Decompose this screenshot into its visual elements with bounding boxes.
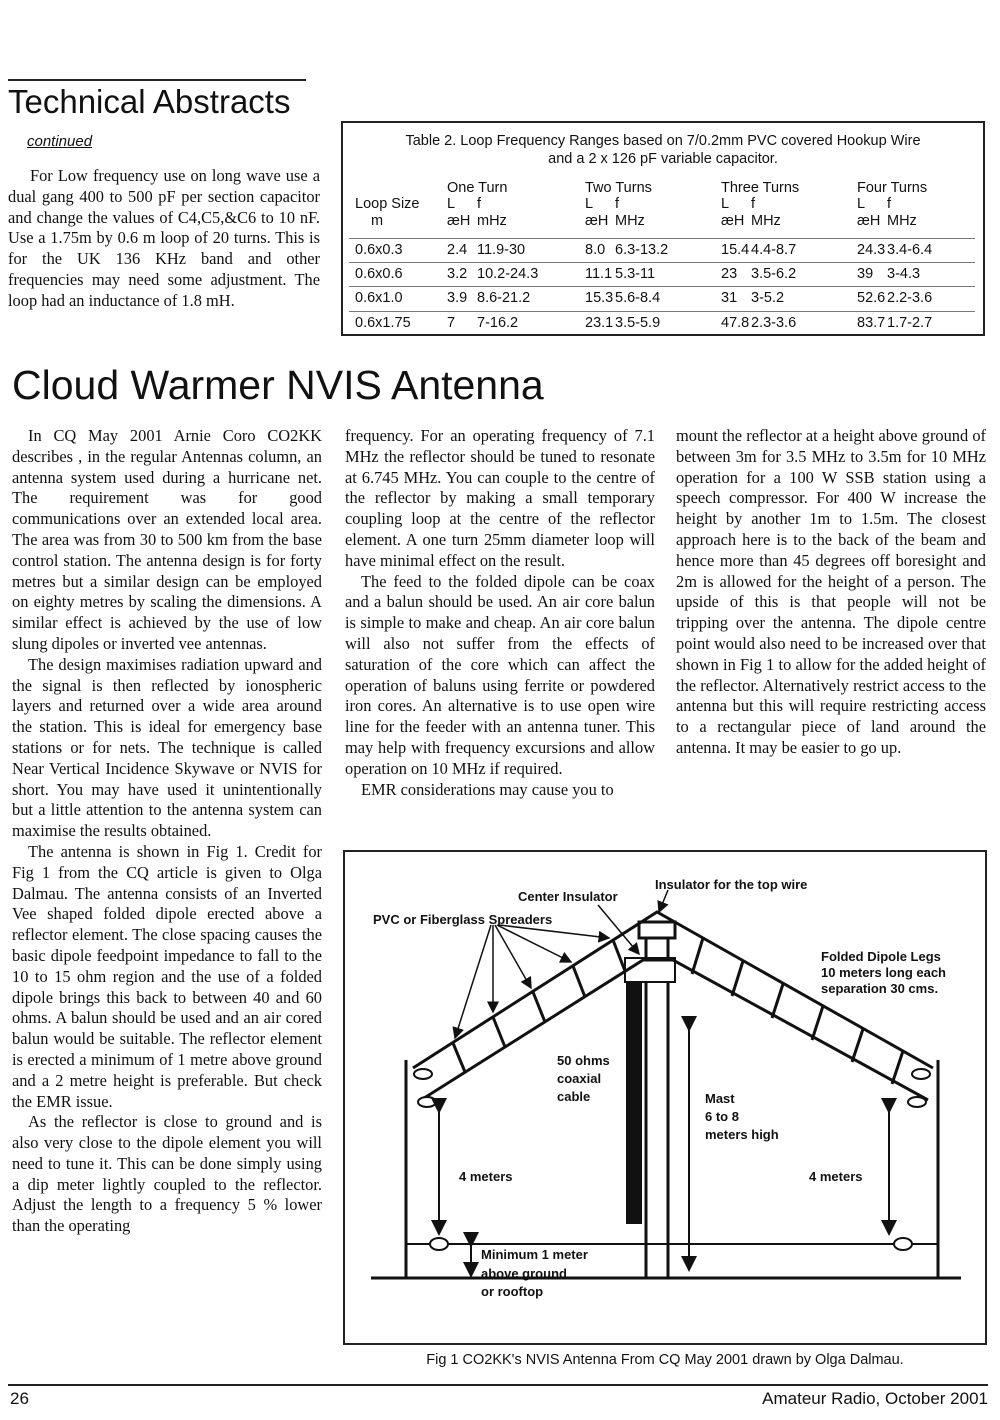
group-header: One Turn bbox=[447, 180, 508, 196]
table-cell-frequency: 3-5.2 bbox=[751, 290, 785, 306]
f-header: f bbox=[751, 196, 756, 212]
table-row-rule bbox=[349, 238, 975, 239]
table-cell-frequency: 3.5-5.9 bbox=[615, 315, 661, 331]
label-spreaders: PVC or Fiberglass Spreaders bbox=[373, 912, 553, 927]
abstract-text: For Low frequency use on long wave use a dual gang 400 to 500 pF per section capacitor and change the values of C4,C5,&C6 to 10 nF. Use a 1.75m by 0.6 m loop of 20 turns. This is for the UK 136 KHz band and other frequencies may need some adjustment. The loop had an inductance of 1.8 mH. bbox=[8, 166, 320, 310]
section-title: Technical Abstracts bbox=[8, 83, 291, 120]
continued-label: continued bbox=[27, 133, 93, 150]
table-cell-frequency: 6.3-13.2 bbox=[615, 242, 669, 258]
table-cell-inductance: 3.2 bbox=[447, 266, 468, 282]
label-mast-3: meters high bbox=[705, 1127, 779, 1142]
table-caption bbox=[343, 132, 983, 168]
label-left-height: 4 meters bbox=[459, 1169, 513, 1184]
label-legs-1: Folded Dipole Legs bbox=[821, 949, 941, 964]
label-legs-2: 10 meters long each bbox=[821, 965, 946, 980]
article-paragraph: The antenna is shown in Fig 1. Credit for Fig 1 from the CQ article is given to Olga Dalmau. The antenna consists of an Inverted Vee shaped folded dipole erected above a reflector element. The close spacing causes the basic dipole feedpoint impedance to fall to the 10 to 15 ohm region and the use of a folded dipole brings this back to between 40 and 60 ohms. A balun should be used and an air cored balun would be suitable. The reflector element is erected a minimum of 1 metre above ground and a 2 metre height is preferable. But check the EMR issue. bbox=[12, 841, 322, 1111]
table-cell-inductance: 24.3 bbox=[857, 242, 886, 258]
section-top-rule bbox=[8, 79, 306, 81]
table-row-rule bbox=[349, 262, 975, 263]
article-paragraph: frequency. For an operating frequency of 7.1 MHz the reflector should be tuned to resonate at 6.745 MHz. You can couple to the centre of the reflector by making a small temporary coupling loop at the centre of the reflector element. A one turn 25mm diameter loop will have minimal effect on the result. bbox=[345, 426, 655, 570]
table-row-size: 0.6x0.3 bbox=[355, 242, 403, 258]
table-cell-frequency: 11.9-30 bbox=[477, 242, 526, 258]
table-cell-inductance: 7 bbox=[447, 315, 456, 331]
label-min-3: or rooftop bbox=[481, 1284, 544, 1299]
table-cell-frequency: 8.6-21.2 bbox=[477, 290, 531, 306]
article-paragraph: In CQ May 2001 Arnie Coro CO2KK describes , in the regular Antennas column, an antenna system used during a hurricane net. The requirement was for good communications over an extended local area. The area was from 30 to 500 km from the base control station. The antenna design is for forty metres but a similar design can be employed on eighty metres by scaling the dimensions. A similar effect is achieved by the use of low slung dipoles or inverted vee antennas. bbox=[12, 426, 322, 653]
l-unit: æH bbox=[857, 213, 881, 229]
f-unit: MHz bbox=[887, 213, 917, 229]
label-right-height: 4 meters bbox=[809, 1169, 863, 1184]
table-cell-inductance: 2.4 bbox=[447, 242, 468, 258]
table-caption-line-2: and a 2 x 126 pF variable capacitor. bbox=[548, 151, 778, 167]
table-cell-inductance: 39 bbox=[857, 266, 874, 282]
mast-top-insulator bbox=[639, 922, 675, 938]
table-cell-frequency: 5.6-8.4 bbox=[615, 290, 661, 306]
article-title: Cloud Warmer NVIS Antenna bbox=[12, 362, 544, 408]
footer-rule bbox=[8, 1384, 988, 1386]
table-row-size: 0.6x1.0 bbox=[355, 290, 403, 306]
l-header: L bbox=[447, 196, 456, 212]
balun-box bbox=[625, 958, 675, 982]
l-header: L bbox=[857, 196, 866, 212]
label-center-insulator: Center Insulator bbox=[518, 889, 618, 904]
l-unit: æH bbox=[447, 213, 471, 229]
table-cell-inductance: 11.1 bbox=[585, 266, 613, 282]
label-mast-1: Mast bbox=[705, 1091, 735, 1106]
magazine-issue: Amateur Radio, October 2001 bbox=[762, 1389, 988, 1408]
table-cell-inductance: 8.0 bbox=[585, 242, 606, 258]
label-min-2: above ground bbox=[481, 1266, 567, 1281]
group-header: Two Turns bbox=[585, 180, 652, 196]
table-cell-frequency: 2.2-3.6 bbox=[887, 290, 933, 306]
f-header: f bbox=[887, 196, 892, 212]
label-coax-1: 50 ohms bbox=[557, 1053, 610, 1068]
table-cell-frequency: 3.5-6.2 bbox=[751, 266, 797, 282]
table-row-rule bbox=[349, 286, 975, 287]
group-header: Three Turns bbox=[721, 180, 800, 196]
table-cell-frequency: 3.4-6.4 bbox=[887, 242, 933, 258]
label-mast-2: 6 to 8 bbox=[705, 1109, 739, 1124]
article-paragraph: As the reflector is close to ground and is also very close to the dipole element you will need to tune it. This can be done simply using a dip meter lightly coupled to the reflector. Adjust the length to a frequency 5 % lower than the operating bbox=[12, 1112, 322, 1236]
table-row-size: 0.6x1.75 bbox=[355, 315, 411, 331]
loop-size-unit: m bbox=[371, 213, 384, 229]
article-column-2 bbox=[345, 426, 655, 800]
loop-frequency-table bbox=[341, 121, 985, 336]
f-unit: mHz bbox=[477, 213, 507, 229]
table-cell-frequency: 10.2-24.3 bbox=[477, 266, 539, 282]
abstract-paragraph bbox=[8, 166, 320, 312]
label-coax-3: cable bbox=[557, 1089, 591, 1104]
table-cell-inductance: 31 bbox=[721, 290, 738, 306]
table-caption-line-1: Table 2. Loop Frequency Ranges based on 7/0.2mm PVC covered Hookup Wire bbox=[405, 133, 921, 149]
table-cell-inductance: 83.7 bbox=[857, 315, 886, 331]
table-cell-frequency: 4.4-8.7 bbox=[751, 242, 797, 258]
article-column-3 bbox=[676, 426, 986, 759]
article-paragraph: The feed to the folded dipole can be coax and a balun should be used. An air core balun is simple to make and cheap. An air core balun will also not suffer from the effects of saturation of the core which can affect the operation of baluns using ferrite or powdered iron cores. An alternative is to use open wire line for the feeder with an antenna tuner. This may help with frequency excursions and allow operation on 10 MHz if required. bbox=[345, 571, 655, 778]
table-cell-frequency: 7-16.2 bbox=[477, 315, 519, 331]
f-unit: MHz bbox=[751, 213, 781, 229]
table-cell-inductance: 15.3 bbox=[585, 290, 614, 306]
table-cell-frequency: 5.3-11 bbox=[615, 266, 656, 282]
l-unit: æH bbox=[585, 213, 609, 229]
article-paragraph: The design maximises radiation upward and the signal is then reflected by ionospheric layers and returned over a wide area around the station. This is ideal for emergency base stations or for nets. The technique is called Near Vertical Incidence Skywave or NVIS for short. You may have used it unintentionally but a little attention to the antenna system can maximise the results obtained. bbox=[12, 654, 322, 841]
label-coax-2: coaxial bbox=[557, 1071, 602, 1086]
article-column-1 bbox=[12, 426, 322, 1237]
page-number: 26 bbox=[10, 1389, 29, 1408]
label-top-insulator: Insulator for the top wire bbox=[655, 877, 808, 892]
coax-cable bbox=[626, 972, 642, 1224]
table-cell-frequency: 3-4.3 bbox=[887, 266, 921, 282]
table-cell-inductance: 3.9 bbox=[447, 290, 468, 306]
table-cell-frequency: 1.7-2.7 bbox=[887, 315, 933, 331]
table-cell-frequency: 2.3-3.6 bbox=[751, 315, 797, 331]
f-header: f bbox=[477, 196, 482, 212]
article-paragraph: EMR considerations may cause you to bbox=[361, 779, 614, 799]
label-min-1: Minimum 1 meter bbox=[481, 1247, 588, 1262]
table-cell-inductance: 52.6 bbox=[857, 290, 886, 306]
l-unit: æH bbox=[721, 213, 745, 229]
nvis-antenna-figure bbox=[343, 850, 987, 1345]
table-cell-inductance: 23 bbox=[721, 266, 738, 282]
loop-size-header: Loop Size bbox=[355, 196, 420, 212]
article-paragraph: mount the reflector at a height above ground of between 3m for 3.5 MHz to 3.5m for 10 MHz operation for a 100 W SSB station using a speech compressor. For 400 W increase the height by another 1m to 1.5m. The closest approach here is to the back of the beam and hence more than 45 degrees off boresight and 2m is allowed for the height of a person. The upside of this is that people will not be tripping over the antenna. The dipole centre point would also need to be increased over that shown in Fig 1 to allow for the added height of the reflector. Alternatively restrict access to the antenna but this will require restricting access to a rectangular piece of land around the antenna. It may be easier to go up. bbox=[676, 426, 986, 757]
f-unit: MHz bbox=[615, 213, 645, 229]
table-row-size: 0.6x0.6 bbox=[355, 266, 403, 282]
table-cell-inductance: 47.8 bbox=[721, 315, 750, 331]
table-cell-inductance: 23.1 bbox=[585, 315, 614, 331]
table-cell-inductance: 15.4 bbox=[721, 242, 750, 258]
l-header: L bbox=[721, 196, 730, 212]
l-header: L bbox=[585, 196, 594, 212]
group-header: Four Turns bbox=[857, 180, 928, 196]
figure-caption: Fig 1 CO2KK's NVIS Antenna From CQ May 2001 drawn by Olga Dalmau. bbox=[426, 1352, 904, 1368]
label-legs-3: separation 30 cms. bbox=[821, 981, 939, 996]
f-header: f bbox=[615, 196, 620, 212]
table-row-rule bbox=[349, 311, 975, 312]
